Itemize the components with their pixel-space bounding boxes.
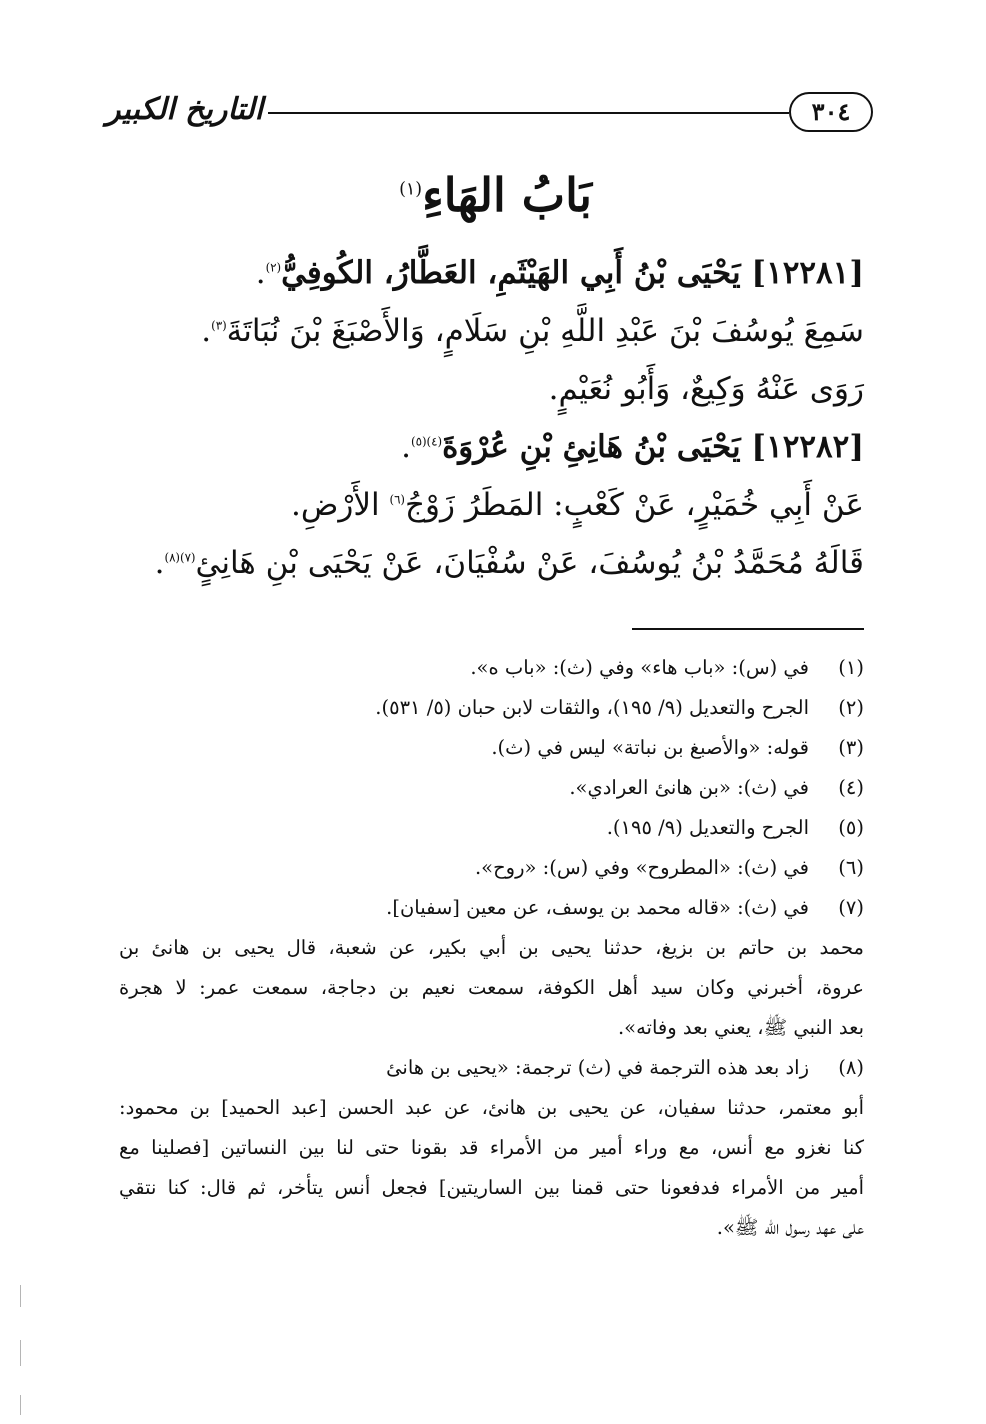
scan-artifact: [20, 1340, 21, 1366]
line-tail: .: [401, 429, 412, 465]
entry-heading: [١٢٢٨١] يَحْيَى بْنُ أَبِي الهَيْثَمِ، العَطَّارُ، الكُوفِيُّ: [281, 255, 864, 291]
book-title: التاريخ الكبير: [105, 92, 263, 127]
footnote: [119, 648, 864, 688]
line-tail: .: [255, 255, 266, 291]
footnote-number: (٤): [838, 776, 864, 799]
entry-line: [119, 418, 864, 476]
footnote-text: الجرح والتعديل (٩/ ١٩٥).: [606, 816, 809, 839]
chapter-title: بَابُ الهَاءِ: [422, 168, 592, 222]
footnote-ref: (٤)(٥): [411, 434, 443, 449]
line-body: قَالَهُ مُحَمَّدُ بْنُ يُوسُفَ، عَنْ سُفْيَانَ، عَنْ يَحْيَى بْنِ هَانِئٍ: [195, 545, 864, 581]
scan-artifact: [20, 1395, 21, 1415]
line-body: سَمِعَ يُوسُفَ بْنَ عَبْدِ اللَّهِ بْنِ سَلَامٍ، وَالأَصْبَغَ بْنَ نُبَاتَةَ: [226, 313, 864, 349]
footnote-continuation: محمد بن حاتم بن بزيغ، حدثنا يحيى بن أبي بكير، عن شعبة، قال يحيى بن هانئ بن: [119, 936, 864, 959]
line-tail: .: [201, 313, 212, 349]
footnote-text: في (ث): «قاله محمد بن يوسف، عن معين [سفيان].: [386, 896, 809, 919]
footnote-text: في (ث): «المطروح» وفي (س): «روح».: [474, 856, 809, 879]
footnote-number: (٥): [838, 816, 864, 839]
scan-artifact: [20, 1285, 21, 1307]
footnotes: [119, 648, 864, 1248]
footnote: [119, 1048, 864, 1088]
footnote-text: في (س): «باب هاء» وفي (ث): «باب ه».: [470, 656, 809, 679]
footnote-continuation: بعد النبي ﷺ، يعني بعد وفاته».: [617, 1016, 864, 1039]
footnote: [119, 728, 864, 768]
footnote-number: (٢): [838, 696, 864, 719]
main-text: [119, 244, 864, 592]
footnote: [119, 688, 864, 728]
entry-line: [119, 244, 864, 302]
footnote: [119, 768, 864, 808]
footnote-text: في (ث): «بن هانئ العرادي».: [569, 776, 809, 799]
footnote-ref: (٦): [389, 492, 405, 507]
footnote-continuation: على عهد رسول الله ﷺ».: [716, 1216, 864, 1239]
footnote-text: زاد بعد هذه الترجمة في (ث) ترجمة: «يحيى بن هانئ: [386, 1056, 809, 1079]
footnote-continuation: أمير من الأمراء فدفعونا حتى قمنا بين الساريتين] فجعل أنس يتأخر، ثم قال: كنا نتقي: [119, 1176, 864, 1199]
line-body: عَنْ أَبِي خُمَيْرٍ، عَنْ كَعْبٍ: المَطَرُ زَوْجُ: [404, 487, 864, 523]
page-number: ٣٠٤: [789, 92, 873, 132]
footnote: [119, 808, 864, 848]
footnote-separator: [632, 628, 864, 630]
entry-line: [119, 302, 864, 360]
header-rule: [268, 112, 789, 114]
page-header: [105, 88, 873, 138]
entry-line: [119, 476, 864, 534]
footnote-continuation: أبو معتمر، حدثنا سفيان، عن يحيى بن هانئ، عن عبد الحسن [عبد الحميد] بن محمود:: [119, 1096, 864, 1119]
footnote: [119, 888, 864, 928]
footnote-text: الجرح والتعديل (٩/ ١٩٥)، والثقات لابن حبان (٥/ ٥٣١).: [375, 696, 809, 719]
chapter-heading: [118, 160, 873, 230]
footnote-number: (٨): [838, 1056, 864, 1079]
line-tail: .: [154, 545, 165, 581]
footnote-number: (٦): [838, 856, 864, 879]
entry-line: [119, 360, 864, 418]
footnote-continuation: كنا نغزو مع أنس، مع وراء أمير من الأمراء قد بقونا حتى لنا بين النساتين [فصلينا مع: [119, 1136, 864, 1159]
footnote-text: قوله: «والأصبغ بن نباتة» ليس في (ث).: [491, 736, 809, 759]
footnote-ref: (١): [399, 179, 423, 200]
entry-heading: [١٢٢٨٢] يَحْيَى بْنُ هَانِئِ بْنِ عُرْوَةَ: [442, 429, 864, 465]
footnote-ref: (٣): [211, 318, 227, 333]
footnote-number: (٣): [838, 736, 864, 759]
entry-line: [119, 534, 864, 592]
footnote-number: (١): [838, 656, 864, 679]
footnote-ref: (٢): [265, 260, 282, 275]
footnote-continuation: عروة، أخبرني وكان سيد أهل الكوفة، سمعت نعيم بن دجاجة، سمعت عمر: لا هجرة: [119, 976, 864, 999]
footnote: [119, 848, 864, 888]
line-body: رَوَى عَنْهُ وَكِيعٌ، وَأَبُو نُعَيْمٍ.: [548, 371, 864, 407]
footnote-number: (٧): [838, 896, 864, 919]
line-tail: الأَرْضِ.: [291, 487, 390, 523]
footnote-ref: (٧)(٨): [164, 550, 196, 565]
